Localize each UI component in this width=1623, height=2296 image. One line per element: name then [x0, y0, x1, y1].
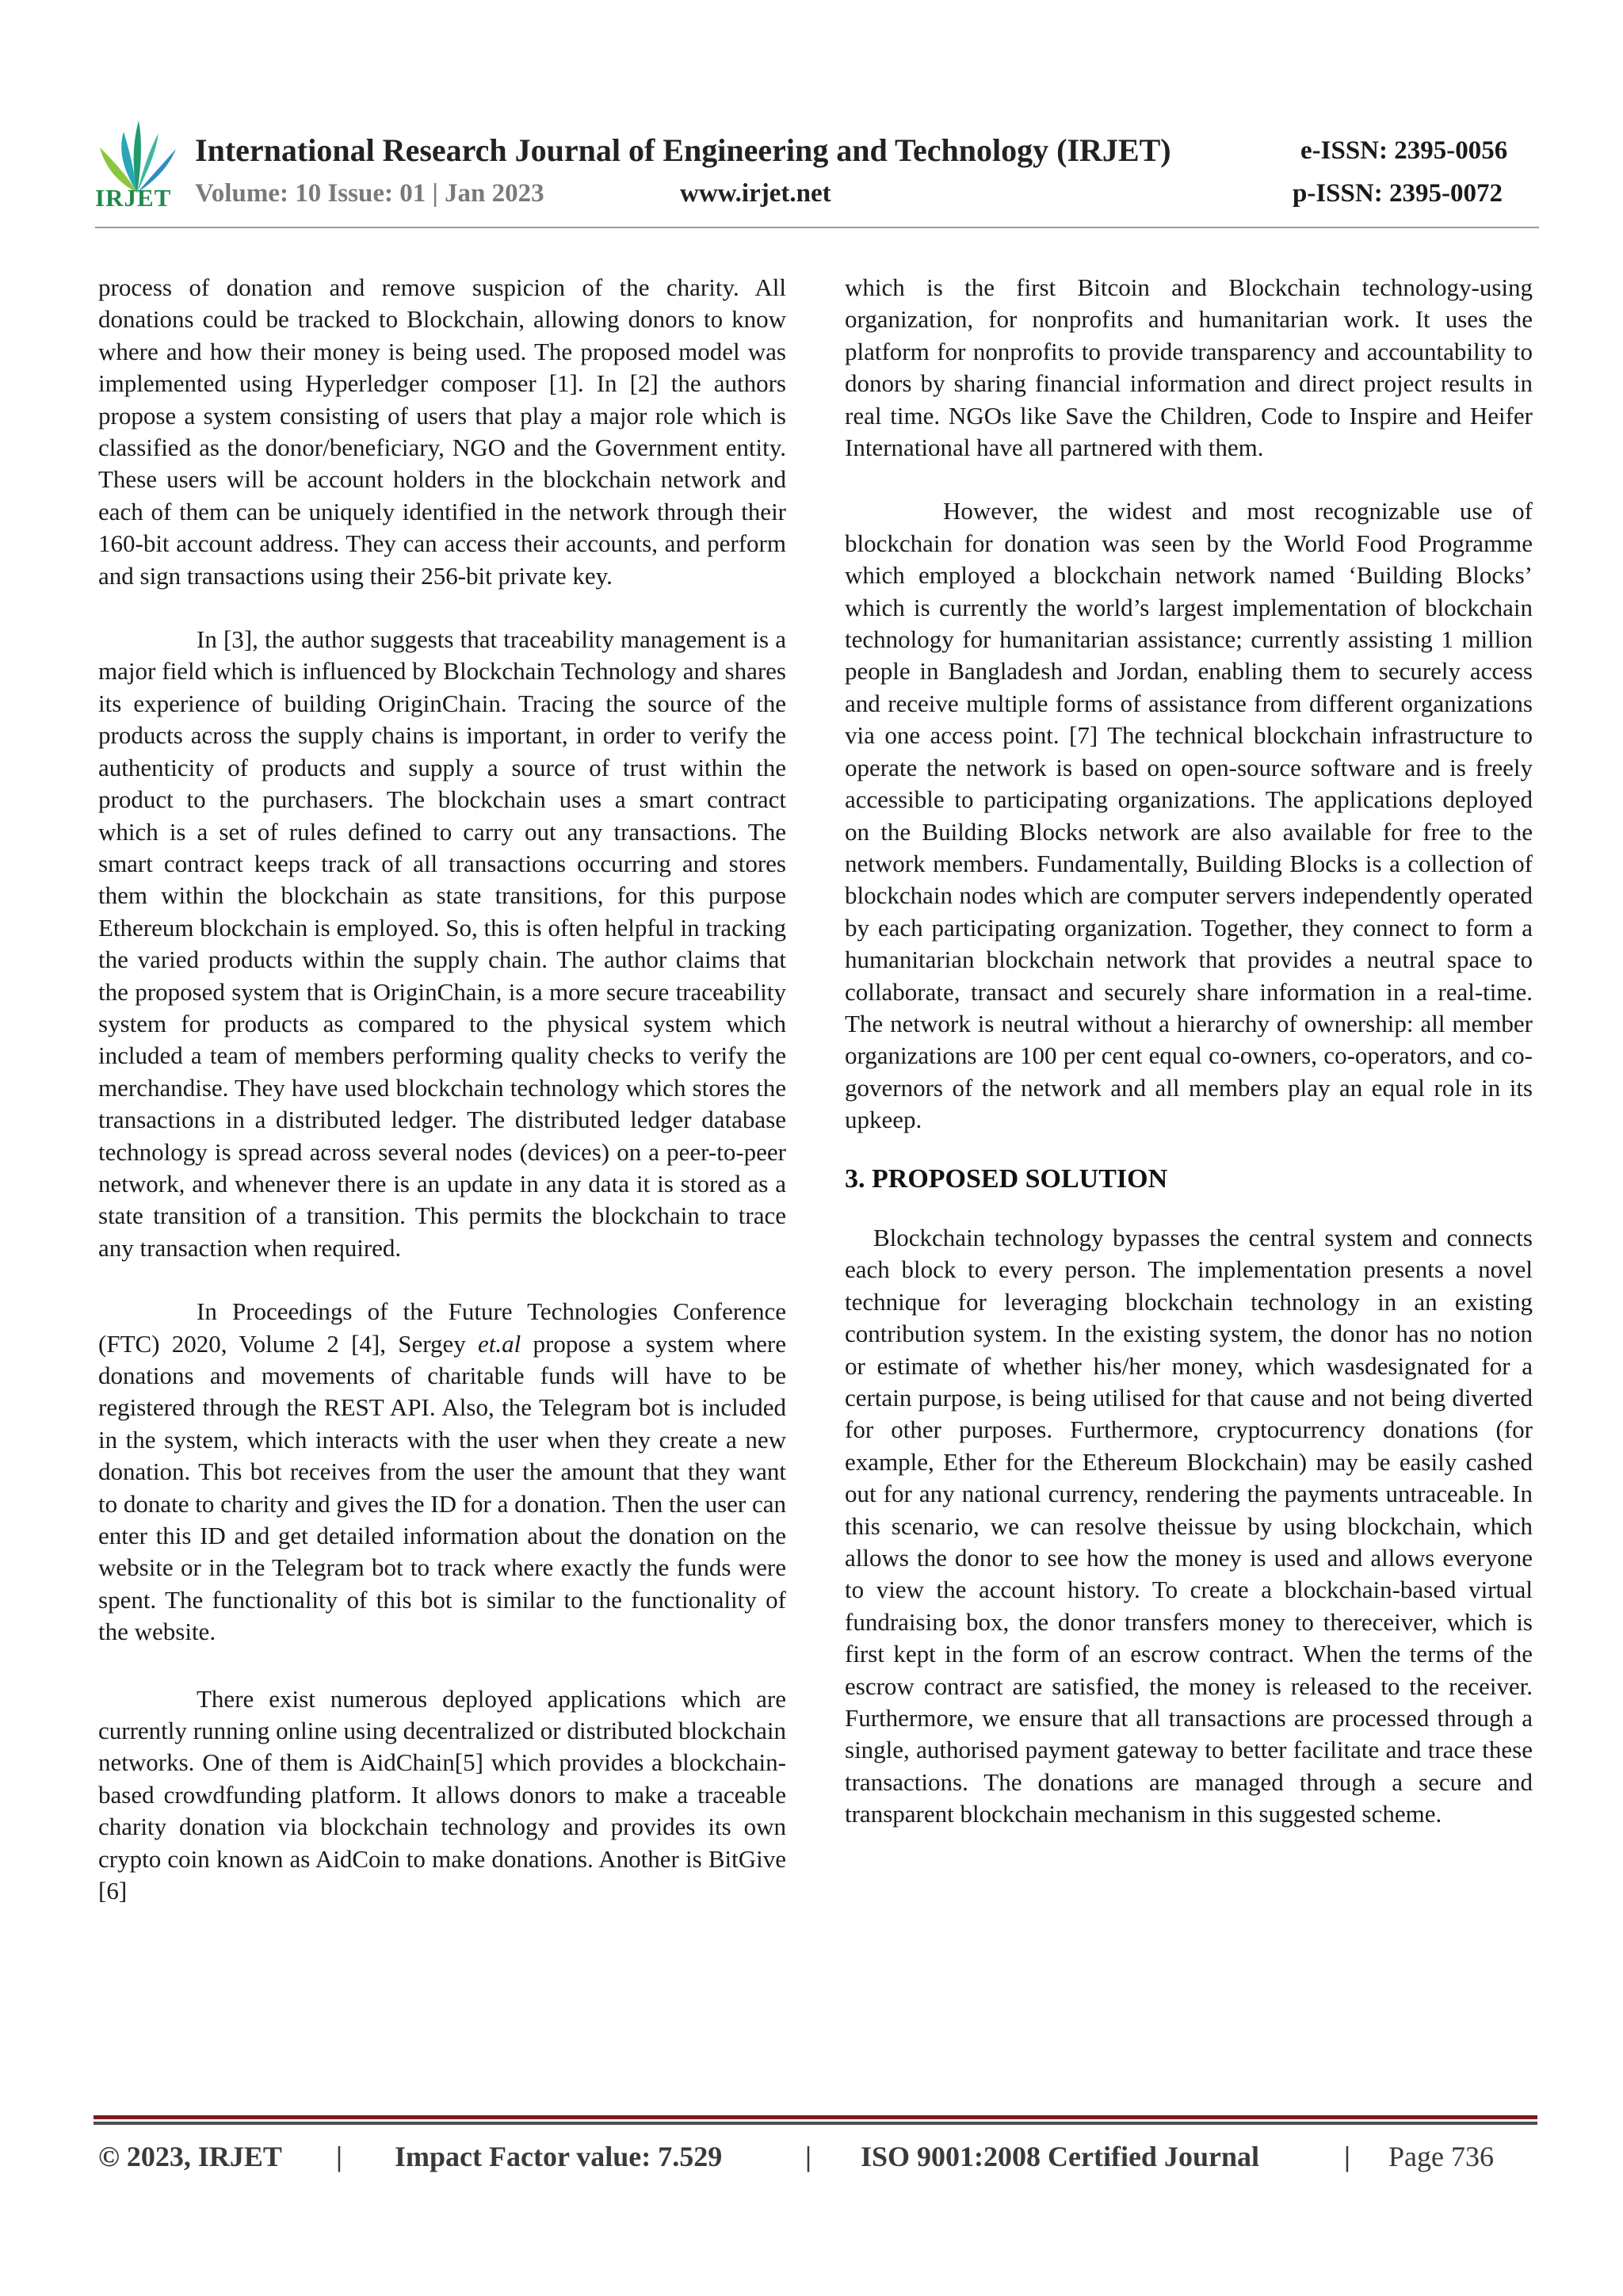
paragraph: In [3], the author suggests that traceability management is a major field which is influenced by Blockchain Technology and shares its experience of building OriginChain. Tracing the source of the products across the supply chains is important, in order to verify the authenticity of products and supply a source of trust within the product to the purchasers. The blockchain uses a smart contract which is a set of rules defined to carry out any transactions. The smart contract keeps track of all transactions occurring and stores them within the blockchain as state transitions, for this purpose Ethereum blockchain is employed. So, this is often helpful in tracking the varied products within the supply chain. The author claims that the proposed system that is OriginChain, is a more secure traceability system for products as compared to the physical system which included a team of members performing quality checks to verify the merchandise. They have used blockchain technology which stores the transactions in a distributed ledger. The distributed ledger database technology is spread across several nodes (devices) on a peer-to-peer network, and whenever there is an update in any data it is stored as a state transition of a transition. This permits the blockchain to trace any transaction when required. — [98, 625, 786, 1262]
page-number: Page 736 — [1388, 2141, 1494, 2172]
footer-separator: | — [1344, 2141, 1350, 2172]
paragraph: which is the first Bitcoin and Blockchain technology-using organization, for nonprofits and humanitarian work. It uses the platform for nonprofits to provide transparency and accountability to donors by sharing financial information and direct project results in real time. NGOs like Save the Children, Code to Inspire and Heifer International have all partnered with them. — [845, 273, 1533, 462]
italic-text: et.al — [478, 1329, 521, 1358]
right-column — [845, 272, 1533, 1831]
footer-impact-factor: Impact Factor value: 7.529 — [395, 2141, 723, 2172]
footer-separator: | — [805, 2141, 812, 2172]
footer-copyright: © 2023, IRJET — [98, 2141, 282, 2172]
header-divider — [95, 227, 1539, 228]
paragraph: Blockchain technology bypasses the central system and connects each block to every person. The implementation presents a novel technique for leveraging blockchain technology in an existing contribution system. In the existing system, the donor has no notion or estimate of whether his/her money, which wasdesignated for a certain purpose, is being utilised for that cause and not being diverted for other purposes. Furthermore, cryptocurrency donations (for example, Ether for the Ethereum Blockchain) may be easily cashed out for any national currency, rendering the payments untraceable. In this scenario, we can resolve theissue by using blockchain, which allows the donor to see how the money is used and allows everyone to view the account history. To create a blockchain-based virtual fundraising box, the donor transfers money to thereceiver, which is first kept in the form of an escrow contract. When the terms of the escrow contract are satisfied, the money is released to the receiver. Furthermore, we ensure that all transactions are processed through a single, authorised payment gateway to better facilitate and trace these transactions. The donations are managed through a secure and transparent blockchain mechanism in this suggested scheme. — [845, 1223, 1533, 1828]
left-column — [98, 272, 786, 1908]
journal-title: International Research Journal of Engineering and Technology (IRJET) — [195, 132, 1171, 168]
journal-website-link[interactable]: www.irjet.net — [680, 179, 831, 208]
footer-divider — [94, 2115, 1537, 2119]
paragraph: However, the widest and most recognizable use of blockchain for donation was seen by the World Food Programme which employed a blockchain network named ‘Building Blocks’ which is currently the world’s largest implementation of blockchain technology for humanitarian assistance; currently assisting 1 million people in Bangladesh and Jordan, enabling them to securely access and receive multiple forms of assistance from different organizations via one access point. [7] The technical blockchain infrastructure to operate the network is based on open-source software and is freely accessible to participating organizations. The applications deployed on the Building Blocks network are also available for free to the network members. Fundamentally, Building Blocks is a collection of blockchain nodes which are computer servers independently operated by each participating organization. Together, they connect to form a humanitarian blockchain network that provides a neutral space to collaborate, transact and securely share information in a real-time. The network is neutral without a hierarchy of ownership: all member organizations are 100 per cent equal co-owners, co-operators, and co-governors of the network and all members play an equal role in its upkeep. — [845, 497, 1533, 1134]
logo-wordmark: IRJET — [95, 184, 172, 212]
page-header — [0, 0, 1623, 238]
paragraph: process of donation and remove suspicion of the charity. All donations could be tracked to Blockchain, allowing donors to know where and how their money is being used. The proposed model was implemented using Hyperledger composer [1]. In [2] the authors propose a system consisting of users that play a major role which is classified as the donor/beneficiary, NGO and the Government entity. These users will be account holders in the blockchain network and each of them can be uniquely identified in the network through their 160-bit account address. They can access their accounts, and perform and sign transactions using their 256-bit private key. — [98, 273, 786, 590]
paragraph-text: In Proceedings of the Future Technologies Conference (FTC) 2020, Volume 2 [4], Sergey — [98, 1297, 786, 1358]
volume-issue: Volume: 10 Issue: 01 | Jan 2023 — [195, 179, 544, 208]
footer-divider — [94, 2122, 1537, 2125]
footer-separator: | — [336, 2141, 342, 2172]
paragraph — [98, 1296, 786, 1648]
section-heading: 3. PROPOSED SOLUTION — [845, 1163, 1168, 1194]
pissn: p-ISSN: 2395-0072 — [1293, 179, 1503, 208]
footer-iso: ISO 9001:2008 Certified Journal — [861, 2141, 1259, 2172]
paragraph: There exist numerous deployed applications which are currently running online using decentralized or distributed blockchain networks. One of them is AidChain[5] which provides a blockchain-based crowdfunding platform. It allows donors to make a traceable charity donation via blockchain technology and provides its own crypto coin known as AidCoin to make donations. Another is BitGive [6] — [98, 1684, 786, 1905]
paragraph-text: propose a system where donations and movements of charitable funds will have to be registered through the REST API. Also, the Telegram bot is included in the system, which interacts with the user when they create a new donation. This bot receives from the user the amount that they want to donate to charity and gives the ID for a donation. Then the user can enter this ID and get detailed information about the donation on the website or in the Telegram bot to track where exactly the funds were spent. The functionality of this bot is similar to the functionality of the website. — [98, 1329, 787, 1646]
page-footer — [98, 2140, 1542, 2179]
eissn: e-ISSN: 2395-0056 — [1300, 136, 1508, 165]
